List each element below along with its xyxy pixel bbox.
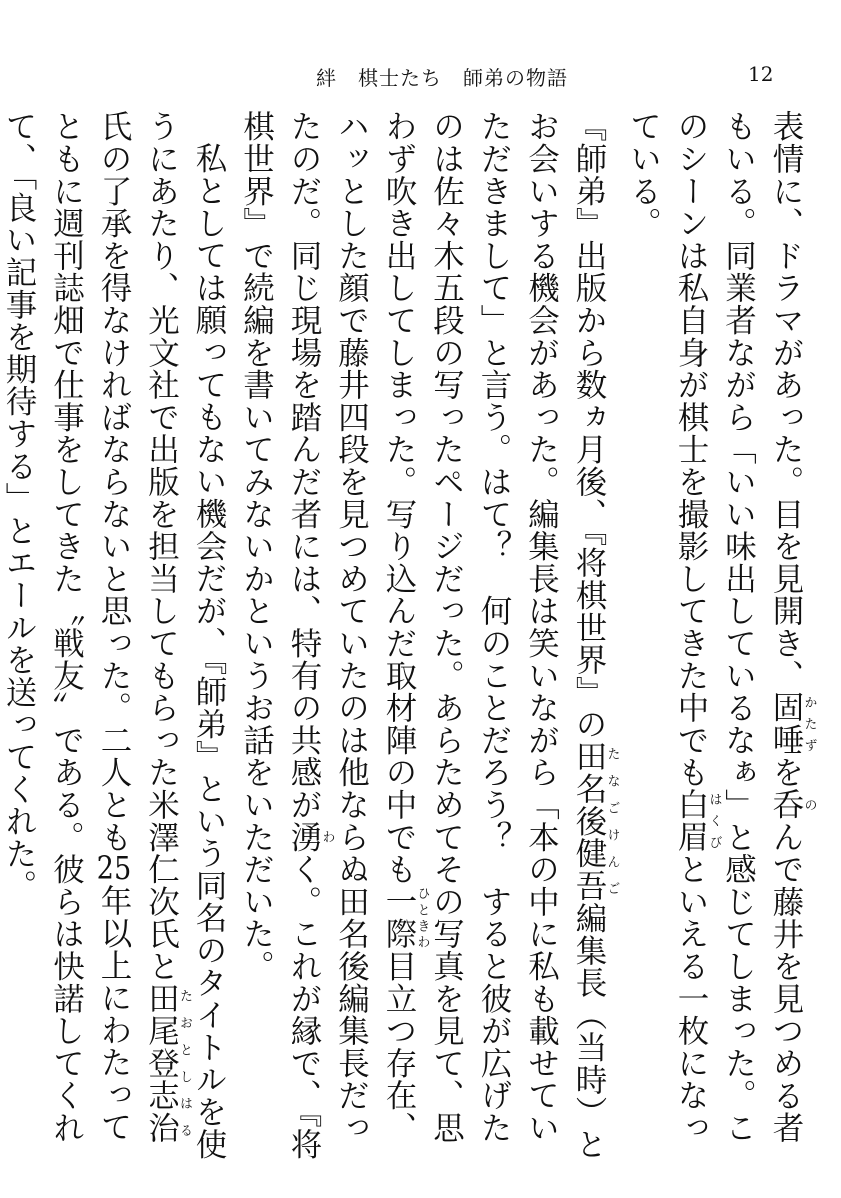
number-25: 25 bbox=[96, 852, 132, 885]
paragraph-3 bbox=[0, 110, 232, 1170]
ruby-no: 呑の bbox=[768, 788, 817, 821]
paragraph-1 bbox=[619, 110, 816, 1170]
body-text bbox=[0, 110, 816, 1170]
text-run: 年以上にわたってともに週刊誌畑で仕事をしてきた〝戦友〟である。彼らは快諾してくれて、「良い記事を期待する」とエールを送ってくれた。 bbox=[1, 110, 132, 1144]
text-run: く。これが縁で、『将棋世界』で続編を書いてみないかというお話をいただいた。 bbox=[238, 110, 322, 1161]
page-number: 12 bbox=[748, 62, 774, 86]
text-run: 表情に、ドラマがあった。目を見開き、 bbox=[768, 110, 804, 692]
ruby-hitokiwa: 一際ひときわ bbox=[381, 885, 430, 950]
text-run: 『師弟』出版から数ヵ月後、『将棋世界』の bbox=[571, 110, 607, 741]
text-run: 私としては願ってもない機会だが、『師弟』という同名のタイトルを使うにあたり、光文社で出版を担当してもらった米澤仁次氏と bbox=[143, 110, 227, 1160]
text-run: 氏の了承を得なければならないと思った。二人とも bbox=[96, 110, 132, 853]
text-run: 目立つ存在、ハッとした顔で藤井四段を見つめていたのは他ならぬ田名後編集長だったのだ。同じ現場を踏んだ者には、特有の共感が bbox=[286, 110, 417, 1144]
ruby-katazu: 固唾かたず bbox=[768, 691, 817, 757]
text-run: を bbox=[768, 756, 804, 789]
ruby-tao-toshiharu: 田尾登志治たおとしはる bbox=[143, 982, 192, 1144]
ruby-tanago-kengo: 田名後健吾たなごけんご bbox=[571, 740, 620, 902]
text-run: といえる一枚になっている。 bbox=[625, 110, 709, 1144]
running-head: 絆 棋士たち 師弟の物語 bbox=[316, 66, 568, 90]
paragraph-2 bbox=[232, 110, 619, 1170]
ruby-hakubi: 白眉はくび bbox=[673, 788, 722, 853]
text-run: んで藤井を見つめる者もいる。同業者ながら「いい味出しているなぁ」と感じてしまった。このシーンは私自身が棋士を撮影してきた中でも bbox=[673, 110, 804, 1144]
text-run: 編集長（当時）とお会いする機会があった。編集長は笑いながら「本の中に私も載せていただきまして」と言う。はて？ 何のことだろう？ すると彼が広げたのは佐々木五段の写ったページだった。あらためてその写真を見て、思わず吹き出してしまった。写り込んだ取材陣の中でも bbox=[381, 110, 607, 1161]
ruby-wa: 湧わ bbox=[286, 820, 335, 853]
